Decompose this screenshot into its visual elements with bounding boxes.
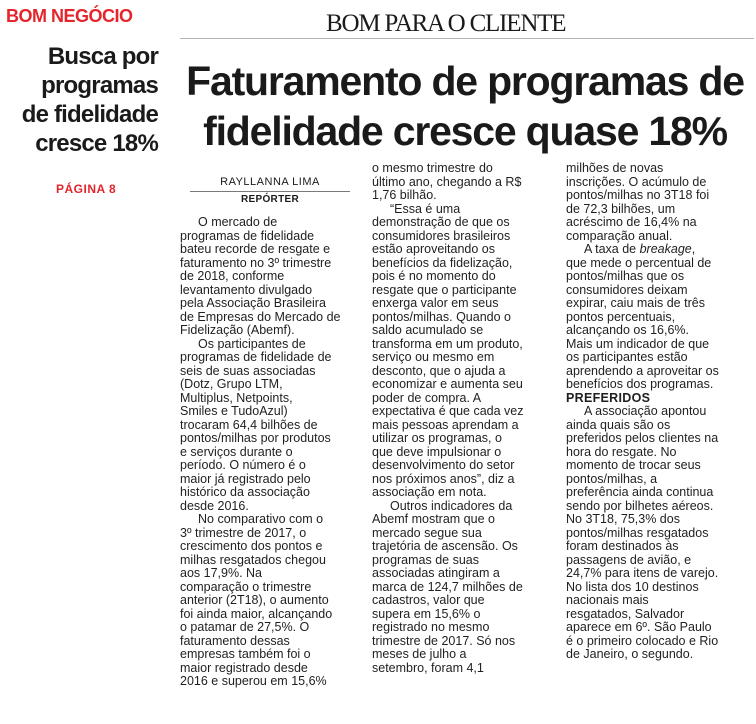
byline-divider — [190, 191, 350, 192]
kicker-divider — [180, 38, 754, 39]
teaser-line: de fidelidade — [21, 101, 158, 128]
term-breakage: breakage — [639, 242, 692, 256]
paragraph: O mercado de programas de fidelidade bateu recorde de resgate e faturamento no 3º trimestre de 2018, conforme levantamento divulgado pela Associação Brasileira de Empresas do Mercado de Fidelização (Abemf). — [180, 215, 341, 337]
article-column-3 — [566, 162, 752, 662]
teaser-line: cresce 18% — [35, 130, 158, 157]
paragraph-rest: , que mede o percentual de pontos/milhas que os consumidores deixam expirar, caiu mais de três pontos percentuais, alcançando os 16,6%. Mais um indicador de que os participantes estão aprendendo a aproveitar os benefícios dos programas. — [566, 242, 719, 391]
teaser-line: Busca por — [47, 43, 158, 70]
headline-line: Faturamento de programas de — [186, 58, 744, 104]
article-headline — [180, 56, 750, 156]
author-role: REPÓRTER — [241, 194, 299, 205]
author-name: RAYLLANNA LIMA — [220, 176, 320, 188]
paragraph: Outros indicadores da Abemf mostram que o mercado segue sua trajetória de ascensão. Os programas de suas associadas atingiram a marca de 124,7 milhões de cadastros, valor que supera em 15,6% o registrado no mesmo trimestre de 2017. Só nos meses de julho a setembro, foram 4,1 — [372, 498, 523, 675]
paragraph: No comparativo com o 3º trimestre de 2017, o crescimento dos pontos e milhas resgatados chegou aos 17,9%. Na comparação o trimestre anterior (2T18), o aumento foi ainda maior, alcançando o patamar de 27,5%. O faturamento dessas empresas também foi o maior registrado desde 2016 e superou em 15,6% — [180, 512, 333, 688]
paragraph: Os participantes de programas de fidelidade de seis de suas associadas (Dotz, Grupo LTM, Multiplus, Netpoints, Smiles e TudoAzul) trocaram 64,4 bilhões de pontos/milhas por produtos e serviços durante o período. O número é o maior já registrado pelo histórico da associação desde 2016. — [180, 336, 332, 513]
section-label: BOM NEGÓCIO — [6, 6, 133, 26]
paragraph-lead: A taxa de — [584, 242, 640, 256]
paragraph — [566, 243, 752, 392]
section-subhead: PREFERIDOS — [566, 390, 651, 405]
teaser-line: programas — [41, 72, 158, 99]
teaser-headline[interactable] — [0, 42, 158, 158]
article-kicker: BOM PARA O CLIENTE — [326, 10, 566, 37]
byline — [180, 176, 360, 205]
paragraph: A associação apontou ainda quais são os preferidos pelos clientes na hora do resgate. No momento de trocar seus pontos/milhas, a preferência ainda continua sendo por bilhetes aéreos. No 3T18, 75,3% dos pontos/milhas resgatados foram destinados às passagens de avião, e 24,7% para itens de varejo. No lista dos 10 destinos nacionais mais resgatados, Salvador aparece em 6º. São Paulo é o primeiro colocado e Rio de Janeiro, o segundo. — [566, 404, 719, 661]
article-column-2 — [372, 162, 552, 675]
paragraph: o mesmo trimestre do último ano, chegando a R$ 1,76 bilhão. — [372, 161, 522, 202]
sidebar-teaser — [0, 0, 170, 210]
paragraph: milhões de novas inscrições. O acúmulo de pontos/milhas no 3T18 foi de 72,3 bilhões, um acréscimo de 16,4% na comparação anual. — [566, 161, 710, 243]
quote-paragraph: “Essa é uma demonstração de que os consumidores brasileiros estão aproveitando os benefícios da fidelização, pois é no momento do resgate que o participante enxerga valor em seus pontos/milhas. Quando o saldo acumulado se transforma em um produto, serviço ou mesmo em desconto, que o ajuda a economizar e aumenta seu poder de compra. A expectativa é que cada vez mais pessoas aprendam a utilizar os programas, o que deve impulsionar o desenvolvimento do setor nos próximos anos”, diz a associação em nota. — [372, 201, 524, 499]
article-column-1 — [180, 216, 360, 689]
page-reference-link[interactable]: PÁGINA 8 — [56, 182, 117, 196]
headline-line: fidelidade cresce quase 18% — [203, 108, 727, 154]
